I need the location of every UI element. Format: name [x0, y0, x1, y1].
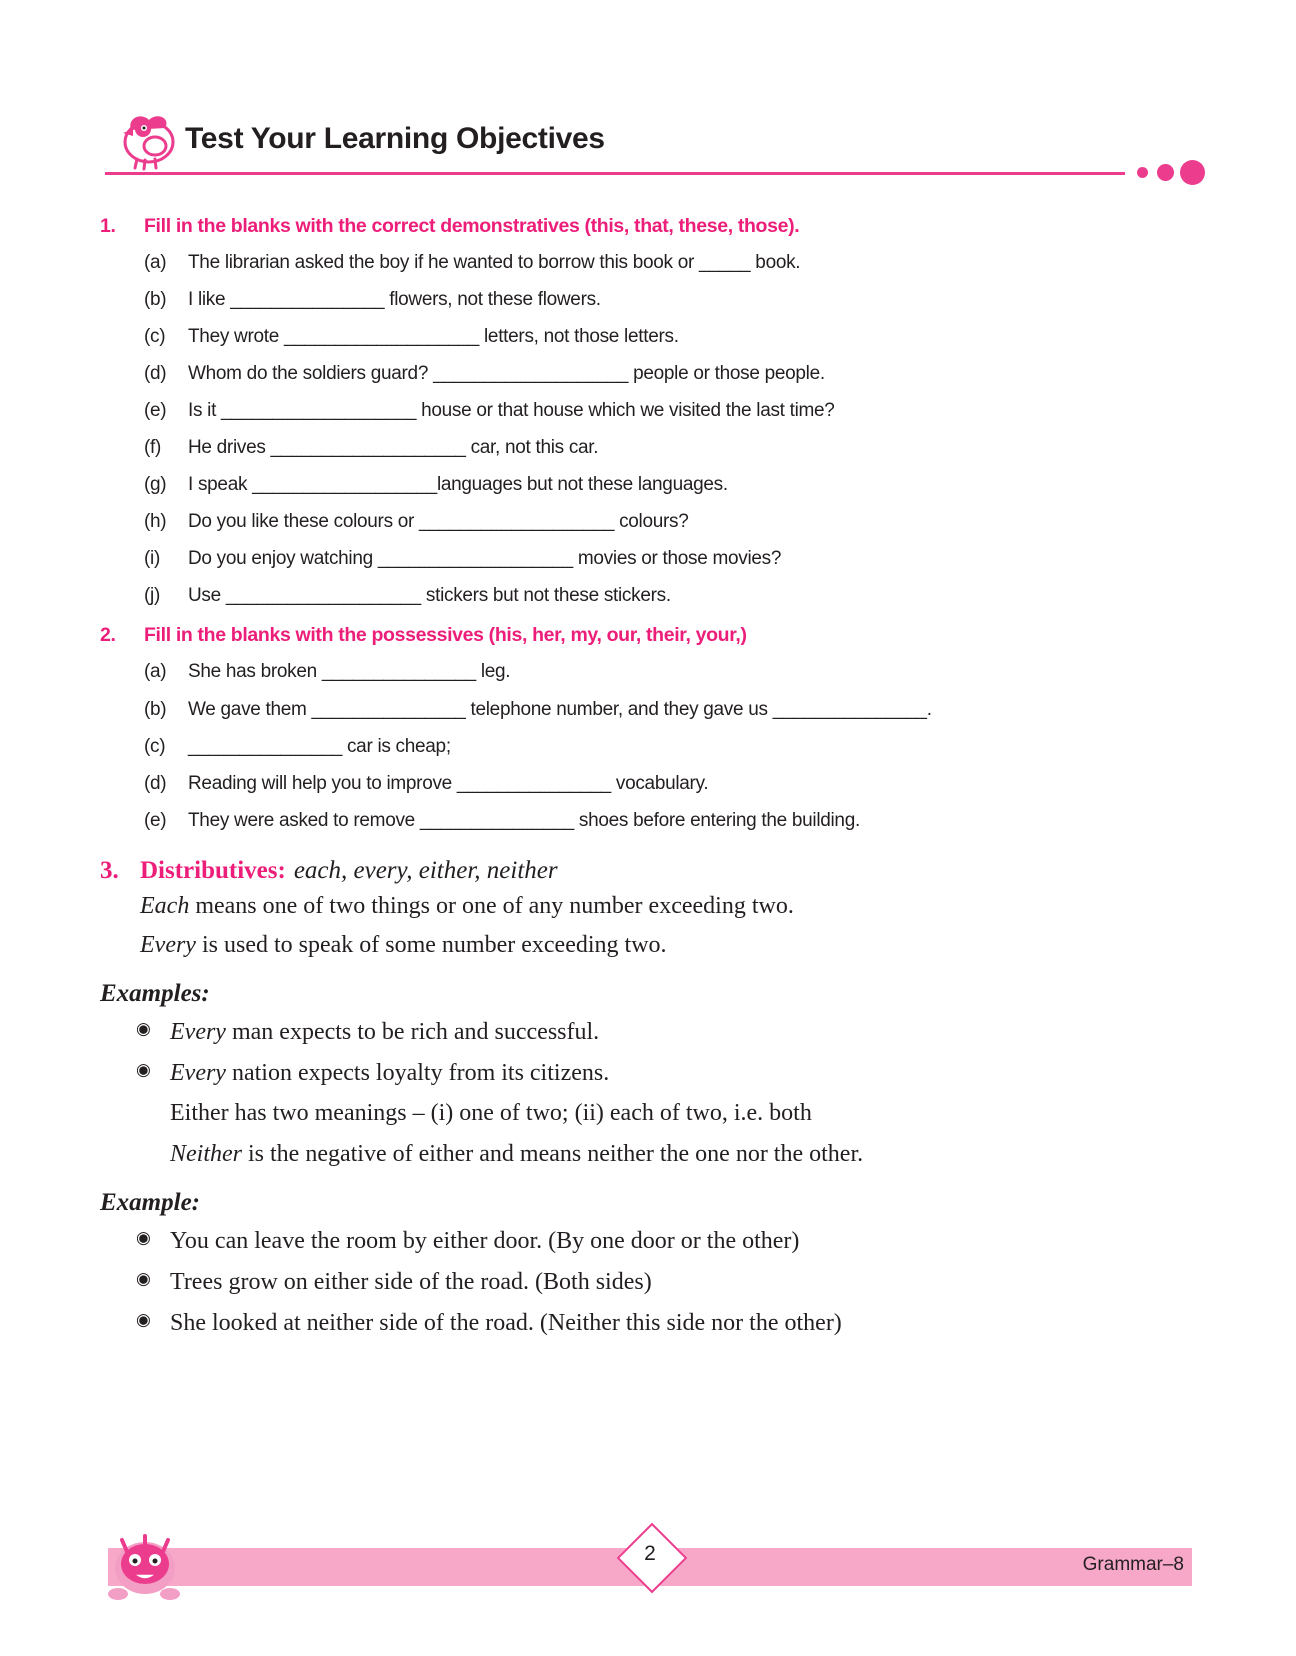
section-3-line-2-lead: Every [140, 932, 196, 959]
exercise-2 [100, 624, 1190, 838]
list-item [100, 466, 1190, 503]
section-3-plain-2-rest: is the negative of either and means neither the one nor the other. [242, 1141, 864, 1168]
list-item [136, 1221, 1190, 1262]
bullet-target-icon: ◉ [136, 1228, 151, 1248]
list-item [100, 281, 1190, 318]
list-item [100, 577, 1190, 614]
list-item [100, 503, 1190, 540]
list-item [136, 1262, 1190, 1303]
item-text: Whom do the soldiers guard? ___________________ people or those people. [188, 363, 825, 385]
bullet-lead: Every [170, 1018, 226, 1045]
list-item [100, 540, 1190, 577]
item-text: He drives ___________________ car, not this car. [188, 437, 599, 459]
list-item [100, 728, 1190, 765]
section-3-keyword: Distributives: [140, 856, 286, 884]
exercise-2-heading [100, 624, 1190, 647]
item-label: (a) [144, 661, 167, 683]
item-text: _______________ car is cheap; [188, 735, 451, 757]
bullet-rest: man expects to be rich and successful. [225, 1018, 600, 1045]
list-item [100, 392, 1190, 429]
item-text: They wrote ___________________ letters, not those letters. [188, 326, 679, 348]
list-item [100, 802, 1190, 839]
item-text: The librarian asked the boy if he wanted to borrow this book or _____ book. [188, 252, 801, 273]
item-text: Is it ___________________ house or that house which we visited the last time? [188, 400, 835, 422]
section-3-number: 3. [100, 856, 119, 884]
bullet-text: She looked at neither side of the road. (Neither this side nor the other) [170, 1309, 842, 1336]
bullet-rest: nation expects loyalty from its citizens. [225, 1059, 610, 1086]
section-3-line-1-rest: means one of two things or one of any number exceeding two. [189, 892, 794, 919]
bird-mascot-icon [113, 102, 185, 174]
list-item [136, 1012, 1190, 1053]
item-text: Do you enjoy watching ___________________ movies or those movies? [188, 548, 782, 570]
examples-label: Examples: [100, 979, 210, 1007]
item-label: (b) [144, 698, 167, 720]
section-3-line-2-rest: is used to speak of some number exceeding two. [195, 932, 667, 959]
section-3-heading [100, 857, 1190, 885]
list-item [136, 1053, 1190, 1094]
bullet-target-icon: ◉ [136, 1059, 151, 1079]
page-header [105, 100, 1195, 190]
section-3-plain-2 [170, 1134, 1190, 1175]
item-label: (c) [144, 735, 166, 757]
item-label: (d) [144, 772, 167, 794]
item-text: She has broken _______________ leg. [188, 661, 511, 683]
item-text: They were asked to remove _______________ shoes before entering the building. [188, 809, 860, 831]
item-text: Reading will help you to improve _______________ vocabulary. [188, 772, 709, 794]
bullet-lead: Every [170, 1059, 226, 1086]
item-label: (g) [144, 474, 167, 496]
exercise-2-instruction: Fill in the blanks with the possessives (his, her, my, our, their, your,) [144, 624, 747, 647]
item-text: I like _______________ flowers, not these flowers. [188, 289, 601, 311]
section-3-items: each, every, either, neither [293, 856, 558, 884]
exercise-1 [100, 215, 1190, 614]
page-footer [0, 1520, 1296, 1630]
header-dot-small [1137, 167, 1148, 178]
book-label: Grammar–8 [1082, 1554, 1184, 1575]
item-text: Do you like these colours or ___________________ colours? [188, 511, 689, 533]
item-label: (h) [144, 511, 167, 533]
header-dot-large [1180, 160, 1205, 185]
bullet-text: You can leave the room by either door. (By one door or the other) [170, 1228, 800, 1255]
item-label: (j) [144, 585, 160, 607]
item-label: (a) [144, 252, 167, 273]
item-label: (f) [144, 437, 162, 459]
header-divider [105, 172, 1125, 175]
list-item [100, 691, 1190, 728]
example-label: Example: [100, 1189, 200, 1217]
list-item [100, 653, 1190, 690]
section-3-line-2 [140, 926, 1190, 966]
section-3-distributives [100, 857, 1190, 1344]
exercise-1-number: 1. [100, 215, 116, 237]
exercise-1-instruction: Fill in the blanks with the correct demonstratives (this, that, these, those). [144, 215, 800, 237]
list-item [100, 355, 1190, 392]
item-label: (i) [144, 548, 160, 570]
bullet-text: Trees grow on either side of the road. (Both sides) [170, 1268, 652, 1295]
section-3-line-1-lead: Each [140, 892, 190, 919]
item-label: (d) [144, 363, 167, 385]
exercise-1-heading [100, 215, 1190, 238]
item-label: (e) [144, 400, 167, 422]
list-item [100, 765, 1190, 802]
section-3-line-1 [140, 887, 1190, 927]
list-item [136, 1303, 1190, 1344]
item-label: (e) [144, 809, 167, 831]
section-3-plain-2-lead: Neither [170, 1141, 242, 1168]
item-text: We gave them _______________ telephone number, and they gave us _______________. [188, 698, 932, 720]
page-number: 2 [644, 1542, 656, 1565]
item-label: (b) [144, 289, 167, 311]
list-item [100, 429, 1190, 466]
list-item [100, 318, 1190, 355]
item-label: (c) [144, 326, 166, 348]
header-dot-medium [1157, 164, 1174, 181]
worksheet-content [100, 215, 1190, 1343]
bullet-text [170, 1053, 1190, 1094]
item-text: I speak __________________languages but not these languages. [188, 474, 728, 496]
exercise-2-number: 2. [100, 624, 116, 647]
bullet-target-icon: ◉ [136, 1268, 151, 1288]
bullet-target-icon: ◉ [136, 1018, 151, 1038]
page-title: Test Your Learning Objectives [185, 122, 605, 155]
list-item [100, 244, 1190, 281]
section-3-plain-1: Either has two meanings – (i) one of two; (ii) each of two, i.e. both [170, 1100, 812, 1127]
item-text: Use ___________________ stickers but not these stickers. [188, 585, 671, 607]
bullet-text [170, 1012, 1190, 1053]
bullet-target-icon: ◉ [136, 1309, 151, 1329]
pink-monster-mascot-icon [100, 1520, 190, 1610]
